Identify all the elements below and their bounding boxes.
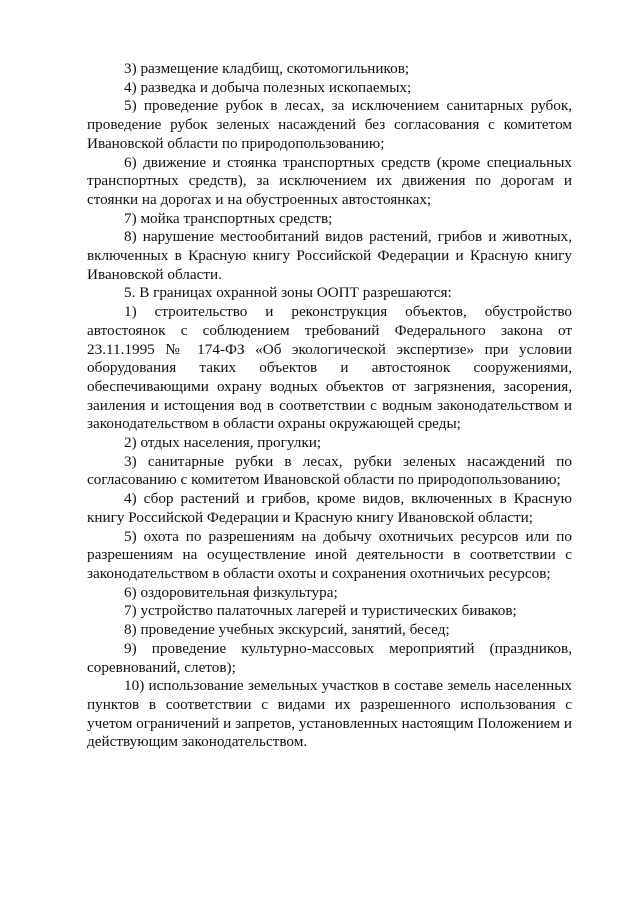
paragraph: 3) санитарные рубки в лесах, рубки зеленых насаждений по согласованию с комитетом Ивановской области по природопользованию; <box>87 452 572 489</box>
paragraph: 6) движение и стоянка транспортных средств (кроме специальных транспортных средств), за исключением их движения по дорогам и стоянки на дорогах и на обустроенных автостоянках; <box>87 153 572 208</box>
paragraph: 2) отдых населения, прогулки; <box>124 434 322 452</box>
paragraph: 5) проведение рубок в лесах, за исключением санитарных рубок, проведение рубок зеленых насаждений без согласования с комитетом Ивановской области по природопользованию; <box>87 97 572 152</box>
paragraph: 10) использование земельных участков в составе земель населенных пунктов в соответствии с видами их разрешенного использования с учетом ограничений и запретов, установленных настоящим Положением и действующим законодательством. <box>87 677 572 751</box>
paragraph: 4) разведка и добыча полезных ископаемых; <box>124 78 412 96</box>
paragraph: 7) мойка транспортных средств; <box>124 209 333 227</box>
paragraph: 5) охота по разрешениям на добычу охотничьих ресурсов или по разрешениям на осуществление иной деятельности в соответствии с законодательством в области охоты и сохранения охотничьих ресурсов; <box>87 527 572 582</box>
section-heading: 5. В границах охранной зоны ООПТ разрешаются: <box>124 284 452 302</box>
paragraph: 8) проведение учебных экскурсий, занятий, бесед; <box>124 621 450 639</box>
paragraph: 7) устройство палаточных лагерей и туристических биваков; <box>124 602 517 620</box>
paragraph: 3) размещение кладбищ, скотомогильников; <box>124 60 410 77</box>
paragraph: 1) строительство и реконструкция объектов, обустройство автостоянок с соблюдением требований Федерального закона от 23.11.1995 № 174-ФЗ «Об экологической экспертизе» при условии оборудования таких объектов и автостоянок сооружениями, обеспечивающими охрану водных объектов от загрязнения, засорения, заиления и истощения вод в соответствии с водным законодательством и законодательством в области охраны окружающей среды; <box>87 303 572 433</box>
paragraph: 6) оздоровительная физкультура; <box>124 583 338 601</box>
document-body <box>87 60 572 752</box>
paragraph: 8) нарушение местообитаний видов растений, грибов и животных, включенных в Красную книгу Российской Федерации и Красную книгу Ивановской области. <box>87 228 572 283</box>
paragraph: 9) проведение культурно-массовых мероприятий (праздников, соревнований, слетов); <box>87 639 572 676</box>
paragraph: 4) сбор растений и грибов, кроме видов, включенных в Красную книгу Российской Федерации и Красную книгу Ивановской области; <box>87 490 572 526</box>
